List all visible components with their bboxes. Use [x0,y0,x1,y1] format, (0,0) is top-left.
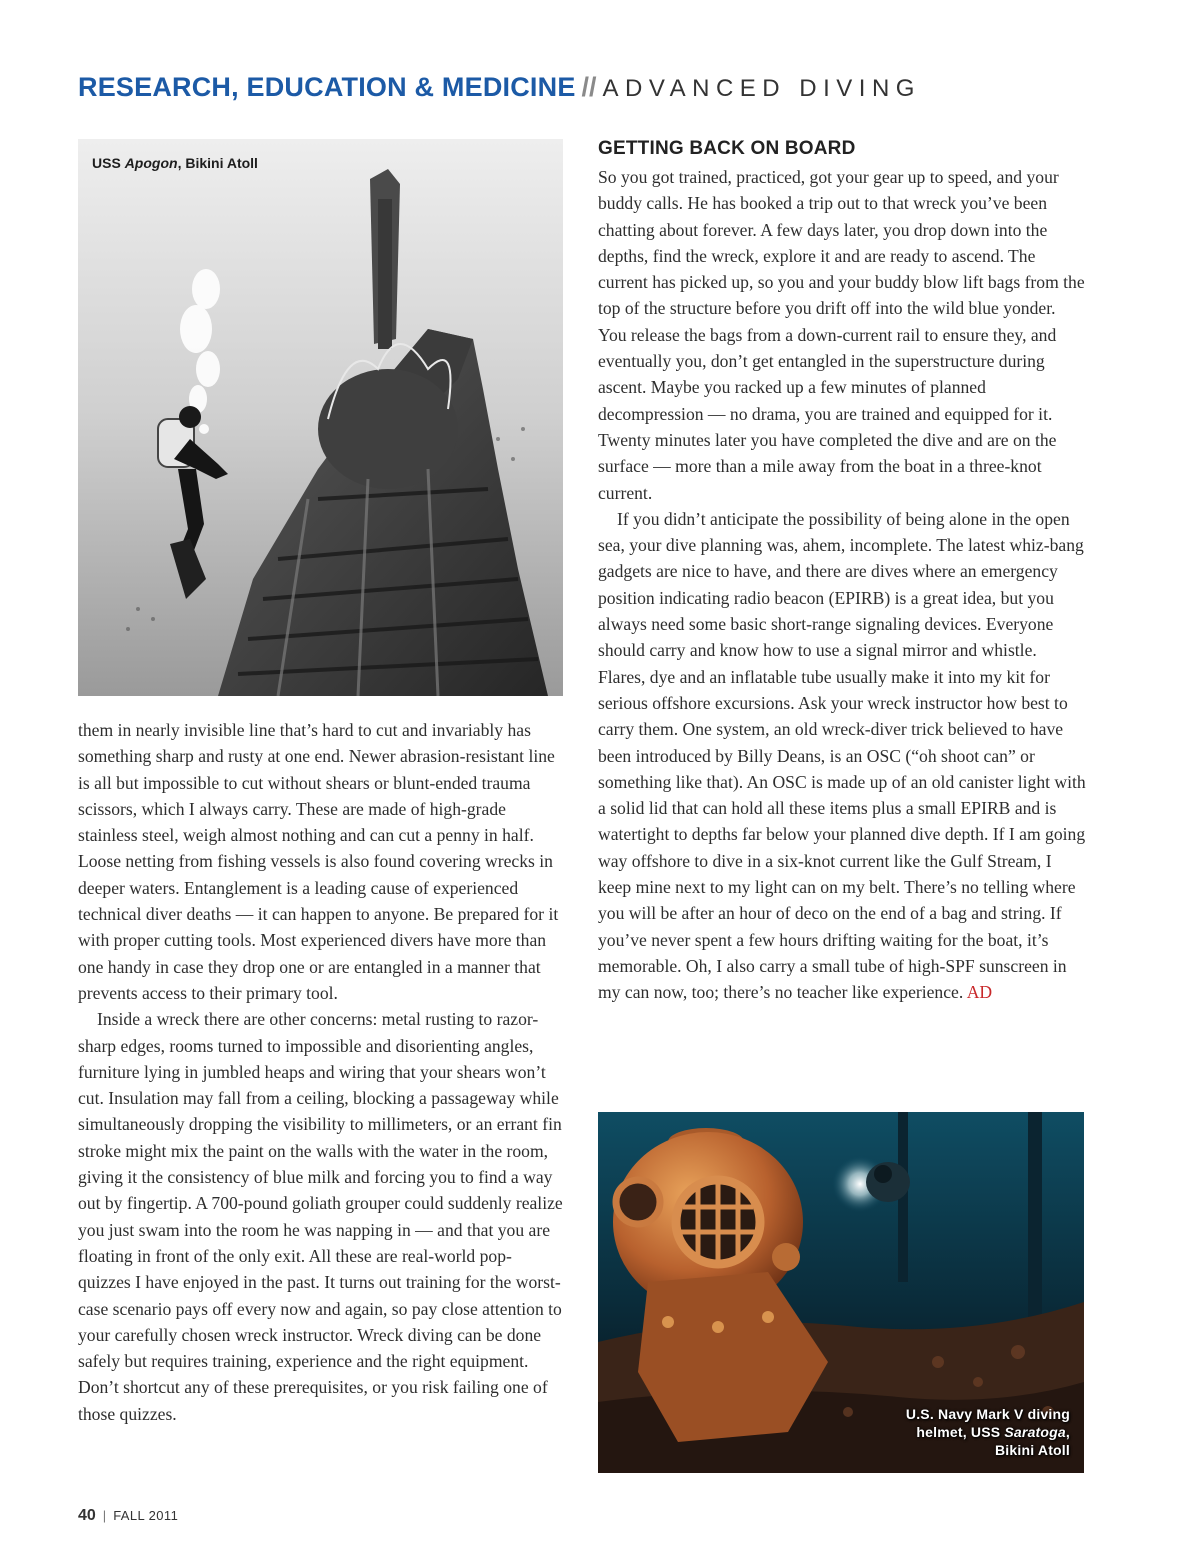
page-number: 40 [78,1507,96,1524]
body-paragraph: Inside a wreck there are other concerns: metal rusting to razor-sharp edges, rooms turned to impossible and disorienting angles, furniture lying in jumbled heaps and wiring that your shears won’t cut. Insulation may fall from a ceiling, blocking a passageway while simultaneously dropping the visibility to millimeters, or an errant fin stroke might mix the paint on the walls with the water in the room, giving it the consistency of blue milk and forcing you to find a way out by fingertip. A 700-pound goliath grouper could suddenly realize you just swam into the room he was napping in — and that you are floating in front of the only exit. All these are real-world pop-quizzes I have enjoyed in the past. It turns out training for the worst-case scenario pays off every now and again, so pay close attention to your carefully chosen wreck instructor. Wreck diving can be done safely but requires training, experience and the right equipment. Don’t shortcut any of these prerequisites, or you risk failing one of those quizzes. [78,1009,563,1424]
topic-title: ADVANCED DIVING [602,75,921,102]
page-footer [78,1507,178,1525]
body-paragraph-final [598,506,1086,1006]
body-paragraph: them in nearly invisible line that’s hard to cut and invariably has something sharp and rusty at one end. Newer abrasion-resistant line is all but impossible to cut without shears or blunt-ended trauma scissors, which I always carry. These are made of high-grade stainless steel, weigh almost nothing and can cut a penny in half. Loose netting from fishing vessels is also found covering wrecks in deeper waters. Entanglement is a leading cause of experienced technical diver deaths — it can happen to anyone. Be prepared for it with proper cutting tools. Most experienced divers have more than one handy in case they drop one or are entangled in a manner that prevents access to their primary tool. [78,720,559,1003]
caption-ship-name: Apogon [124,155,178,171]
body-paragraph-text: If you didn’t anticipate the possibility of being alone in the open sea, your dive planning was, ahem, incomplete. The latest whiz-bang gadgets are nice to have, and there are dives where an emergency position indicating radio beacon (EPIRB) is a great idea, but you always need some basic short-range signaling devices. Everyone should carry and know how to use a signal mirror and whistle. Flares, dye and an inflatable tube usually make it into my kit for serious offshore excursions. Ask your wreck instructor how best to carry them. One system, an old wreck-diver trick believed to have been introduced by Billy Deans, is an OSC (“oh shoot can” or something like that). An OSC is made up of an old canister light with a solid lid that can hold all these items plus a small EPIRB and is watertight to depths far below your planned dive depth. If I am going way offshore to dive in a six-knot current like the Gulf Stream, I keep mine next to my light can on my belt. There’s no telling where you will be after an hour of deco on the end of a bag and string. If you’ve never spent a few hours drifting waiting for the boat, it’s memorable. Oh, I also carry a small tube of high-SPF sunscreen in my can now, too; there’s no teacher like experience. [598,508,1086,1003]
photo-caption-apogon [92,155,258,171]
caption-prefix: helmet, USS [916,1424,1001,1440]
caption-line: Bikini Atoll [995,1442,1070,1458]
section-subhead: GETTING BACK ON BOARD [598,138,856,159]
right-column [598,137,1086,1006]
caption-location: , Bikini Atoll [177,155,258,171]
left-column [78,717,564,1427]
end-mark: AD [966,982,993,1003]
photo-caption-saratoga [906,1405,1070,1459]
wreck-photo-apogon-image [78,139,563,696]
section-title: RESEARCH, EDUCATION & MEDICINE [78,72,576,102]
header-separator: // [581,72,597,102]
helmet-photo-saratoga [598,1112,1084,1473]
caption-ship-name: Saratoga [1004,1424,1066,1440]
issue-label: FALL 2011 [113,1508,179,1523]
caption-line: U.S. Navy Mark V diving [905,1406,1070,1422]
caption-prefix: USS [92,155,121,171]
section-header [78,72,921,103]
caption-punctuation: , [1065,1424,1070,1440]
caption-line [906,1423,1070,1441]
wreck-photo-apogon [78,139,563,696]
footer-divider: | [102,1508,107,1523]
body-paragraph: So you got trained, practiced, got your gear up to speed, and your buddy calls. He has booked a trip out to that wreck you’ve been chatting about forever. A few days later, you drop down into the depths, find the wreck, explore it and are ready to ascend. The current has picked up, so you and your buddy blow lift bags from the top of the structure before you drift off into the wild blue yonder. You release the bags from a down-current rail to ensure they, and eventually you, don’t get entangled in the superstructure during ascent. Maybe you racked up a few minutes of planned decompression — no drama, you are trained and equipped for it. Twenty minutes later you have completed the dive and are on the surface — more than a mile away from the boat in a three-knot current. [598,167,1085,503]
